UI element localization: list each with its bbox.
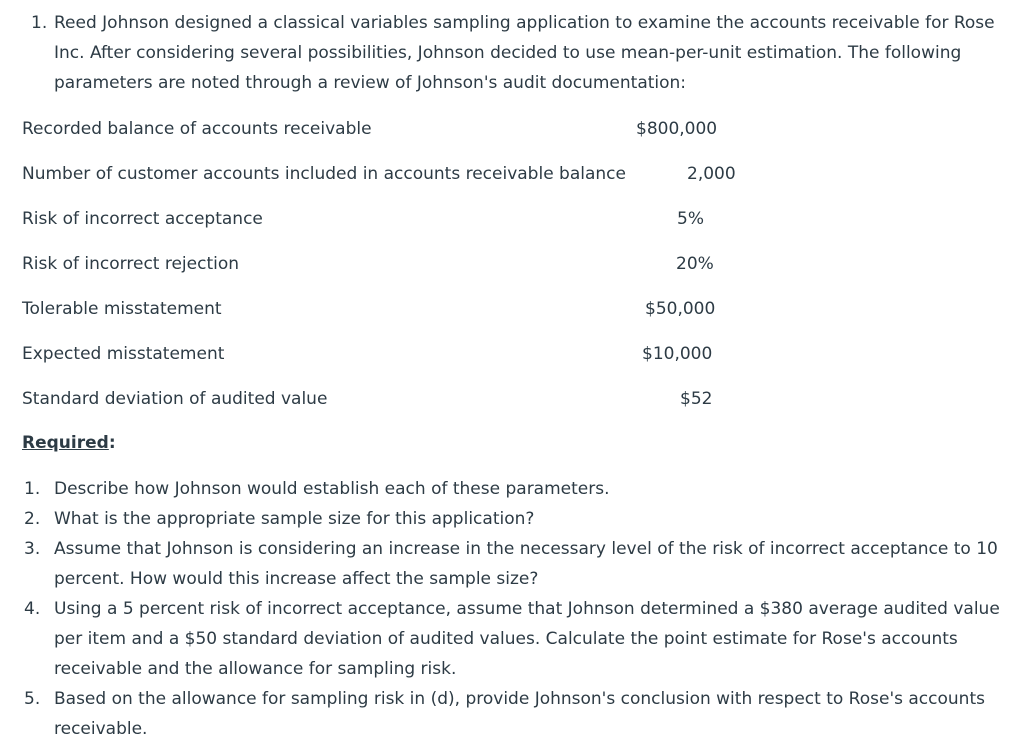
param-value: 5% [677,209,704,229]
param-value: 20% [676,254,714,274]
param-row-customer-accounts [22,159,782,189]
param-value: 2,000 [687,164,736,184]
question-item [22,534,1022,594]
question-number: 5. [24,689,41,709]
question-text: Based on the allowance for sampling risk in (d), provide Johnson's conclusion with respect to Rose's accounts receivable. [54,689,985,739]
intro-list [22,8,1022,98]
param-row-risk-incorrect-acceptance [22,204,782,234]
question-text: What is the appropriate sample size for this application? [54,509,535,529]
question-text: Using a 5 percent risk of incorrect acceptance, assume that Johnson determined a $380 average audited value per item and a $50 standard deviation of audited values. Calculate the point estimate for Rose's accounts receivable and the allowance for sampling risk. [54,599,1000,679]
question-item [22,474,1022,504]
intro-number: 1. [31,13,48,33]
param-label: Expected misstatement [22,344,225,364]
param-label: Standard deviation of audited value [22,389,328,409]
param-label: Tolerable misstatement [22,299,222,319]
param-row-tolerable-misstatement [22,294,782,324]
intro-text: Reed Johnson designed a classical variables sampling application to examine the accounts receivable for Rose Inc. After considering several possibilities, Johnson decided to use mean-per-unit estimation. The following parameters are noted through a review of Johnson's audit documentation: [54,13,995,93]
param-value: $10,000 [642,344,713,364]
question-text: Describe how Johnson would establish each of these parameters. [54,479,610,499]
param-row-expected-misstatement [22,339,782,369]
param-label: Risk of incorrect acceptance [22,209,263,229]
required-label: Required [22,433,109,453]
param-value: $800,000 [636,119,718,139]
question-number: 2. [24,509,41,529]
required-heading [22,428,116,458]
param-label: Risk of incorrect rejection [22,254,240,274]
param-value: $50,000 [645,299,716,319]
question-item [22,684,1022,744]
question-number: 4. [24,599,41,619]
question-item [22,594,1022,684]
param-row-standard-deviation [22,384,782,414]
param-label: Recorded balance of accounts receivable [22,119,372,139]
param-value: $52 [680,389,713,409]
question-number: 3. [24,539,41,559]
intro-item [22,8,1022,98]
param-label: Number of customer accounts included in accounts receivable balance [22,164,626,184]
question-text: Assume that Johnson is considering an increase in the necessary level of the risk of incorrect acceptance to 10 percent. How would this increase affect the sample size? [54,539,998,589]
question-item [22,504,1022,534]
question-number: 1. [24,479,41,499]
questions-list [22,474,1022,744]
required-colon: : [108,433,116,453]
param-row-recorded-balance [22,114,782,144]
param-row-risk-incorrect-rejection [22,249,782,279]
